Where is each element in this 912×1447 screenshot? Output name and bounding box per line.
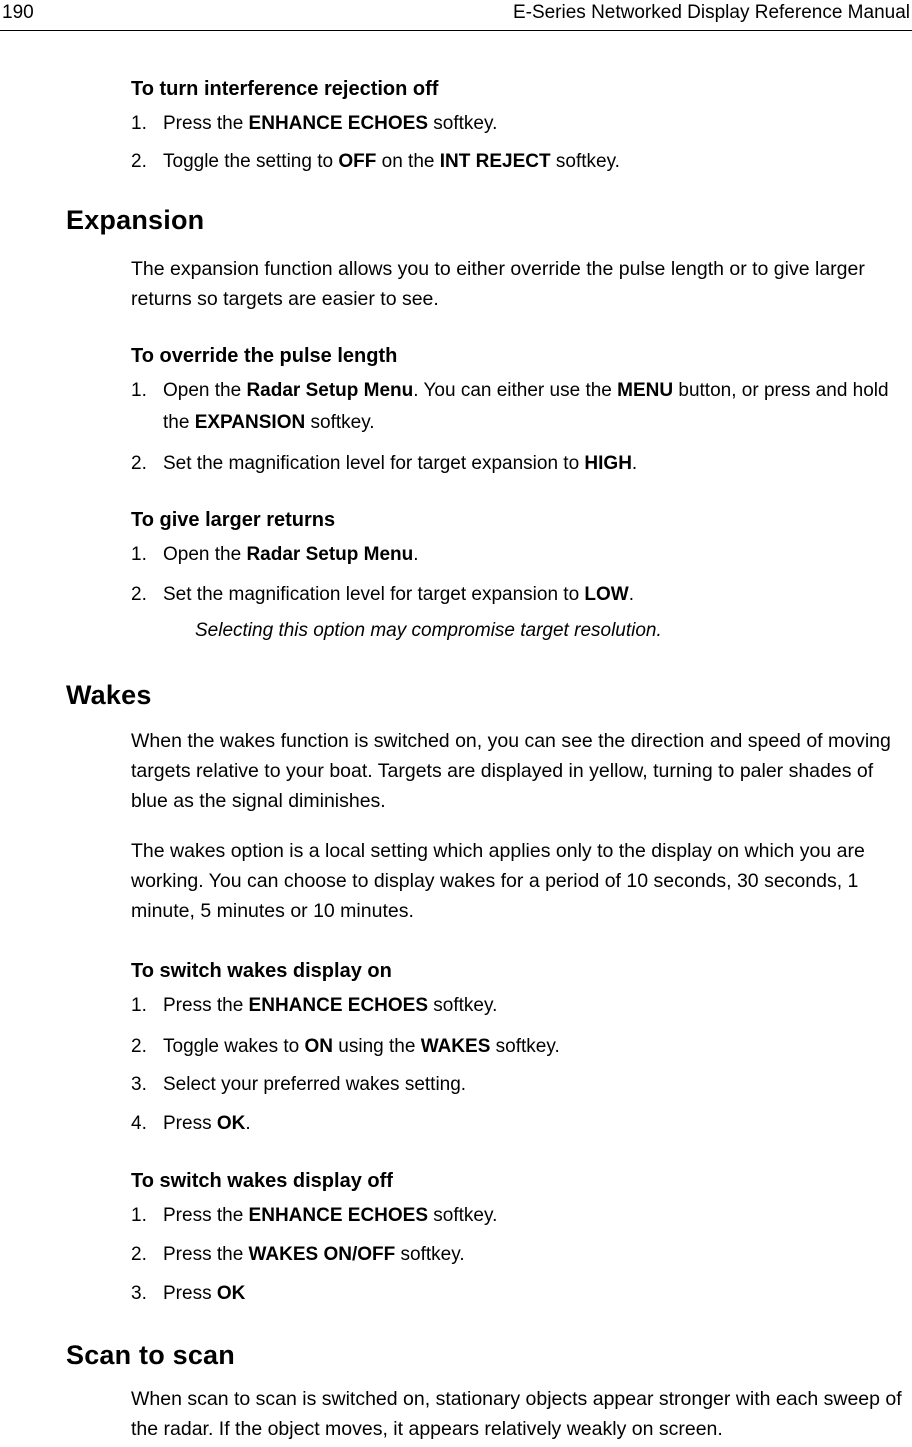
softkey-label: EXPANSION <box>194 412 306 433</box>
paragraph: When scan to scan is switched on, stationary objects appear stronger with each sweep of the radar. If the object moves, it appears relatively weakly on screen. <box>131 1388 902 1440</box>
note: Selecting this option may compromise target resolution. <box>195 620 662 641</box>
subheading-int-reject-off: To turn interference rejection off <box>131 78 439 100</box>
softkey-label: INT REJECT <box>439 151 551 172</box>
subheading-wakes-on: To switch wakes display on <box>131 960 392 982</box>
page-number: 190 <box>2 2 34 23</box>
subheading-override-pulse: To override the pulse length <box>131 345 398 367</box>
paragraph: The wakes option is a local setting which applies only to the display on which you are working. You can choose to display wakes for a period of 10 seconds, 30 seconds, 1 minute, 5 minutes or 10 minutes. <box>131 840 865 922</box>
section-heading-expansion: Expansion <box>66 205 205 235</box>
section-heading-scan-to-scan: Scan to scan <box>66 1340 235 1370</box>
running-title: E-Series Networked Display Reference Manual <box>512 2 910 23</box>
page-header <box>0 0 912 31</box>
softkey-label: ENHANCE ECHOES <box>248 995 429 1016</box>
subheading-larger-returns: To give larger returns <box>131 509 336 531</box>
softkey-label: ENHANCE ECHOES <box>248 113 429 134</box>
section-heading-wakes: Wakes <box>66 680 152 710</box>
softkey-label: WAKES ON/OFF <box>248 1244 396 1265</box>
paragraph: The expansion function allows you to either override the pulse length or to give larger returns so targets are easier to see. <box>131 258 865 310</box>
step: 1. Open the Radar Setup Menu. You can either use the MENU button, or press and hold the EXPANSION softkey. <box>131 380 889 433</box>
softkey-label: WAKES <box>420 1036 491 1057</box>
subheading-wakes-off: To switch wakes display off <box>131 1170 393 1192</box>
softkey-label: ENHANCE ECHOES <box>248 1205 429 1226</box>
paragraph: When the wakes function is switched on, you can see the direction and speed of moving targets relative to your boat. Targets are displayed in yellow, turning to paler shades of blue as the signal diminishes. <box>131 730 891 812</box>
